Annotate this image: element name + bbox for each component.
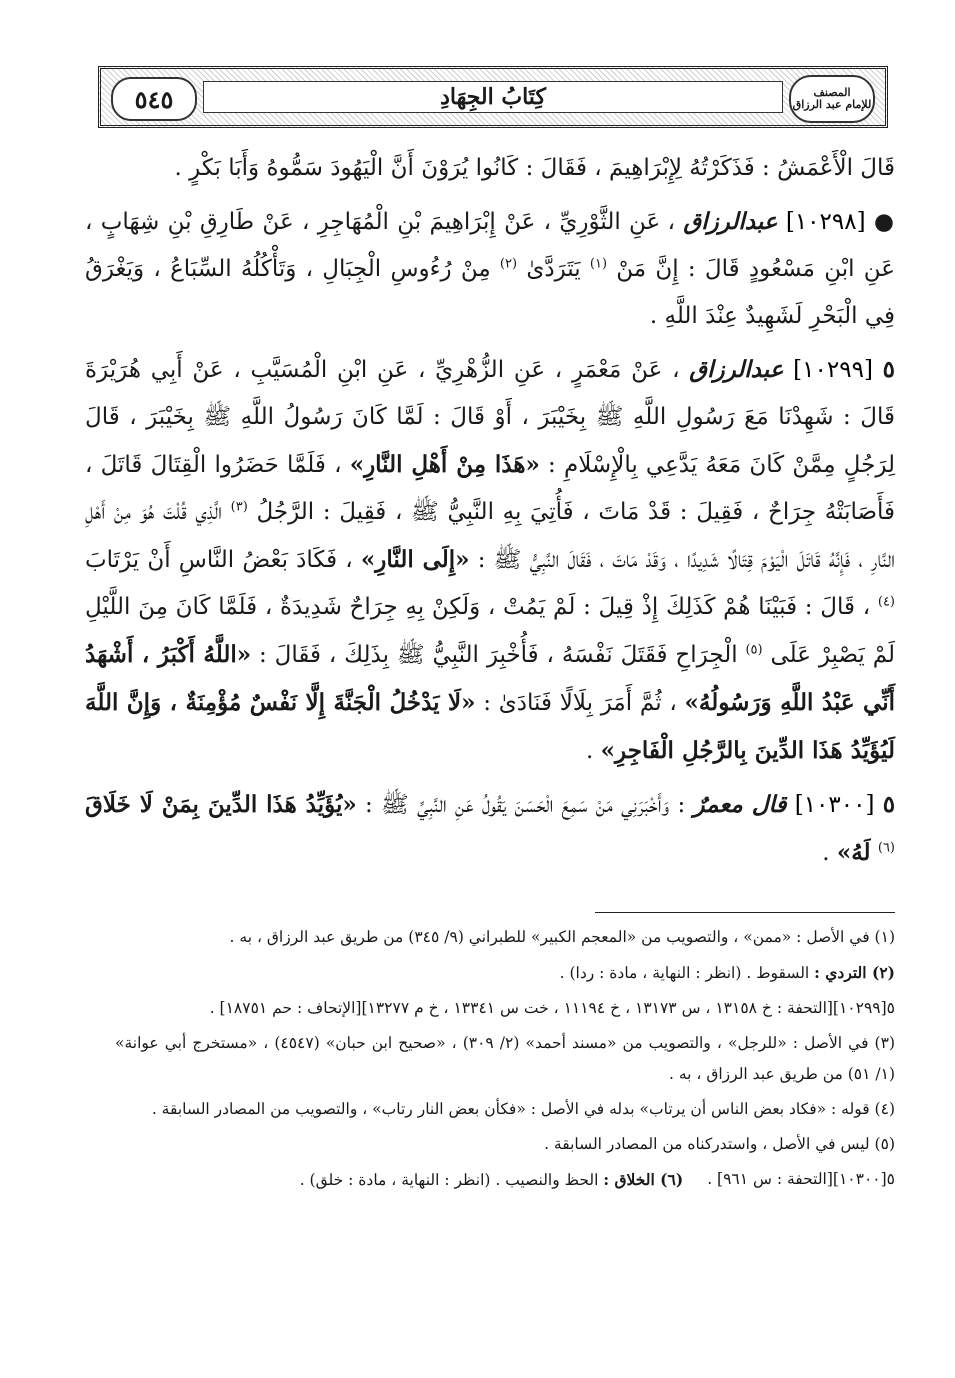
footnote-ref: (٤) <box>877 594 895 610</box>
hadith-author: قال معمرٌ <box>693 791 787 818</box>
footnote-text: السقوط . (انظر : النهاية ، مادة : ردا) . <box>559 964 810 982</box>
hadith-text: ، فَلَمَّا حَضَرُوا الْقِتَالَ قَاتَلَ ، فَأَصَابَتْهُ جِرَاحٌ ، فَقِيلَ : قَدْ مَاتَ ، فَأُتِيَ بِهِ النَّبِيُّ ﷺ ، فَقِيلَ : الرَّجُلُ <box>85 452 896 525</box>
hadith-10299 <box>85 346 895 775</box>
footnote-ref: (٢) <box>499 256 518 272</box>
hadith-text: يَتَرَدَّىٰ <box>526 256 581 282</box>
prophetic-quote: «إِلَى النَّارِ» <box>360 546 470 573</box>
footnote-term: (٢) التردي : <box>814 963 895 982</box>
footnote-6 <box>300 1164 684 1196</box>
hadith-10298 <box>85 198 895 340</box>
footnote-ref: (١) <box>589 256 608 272</box>
prophetic-quote: «هَذَا مِنْ أَهْلِ النَّارِ» <box>349 451 540 478</box>
takhrij-10300: ٥[١٠٣٠٠][التحفة : س ٩٦١] . <box>707 1170 895 1188</box>
hadith-text: الْجِرَاحِ فَقَتَلَ نَفْسَهُ ، فَأُخْبِرَ النَّبِيُّ ﷺ بِذَلِكَ ، فَقَالَ : <box>259 642 738 668</box>
footnote-ref: (٦) <box>877 840 895 856</box>
hadith-number: [١٠٢٩٩] <box>793 357 873 383</box>
footnote-text: الحظ والنصيب . (انظر : النهاية ، مادة : خلق) . <box>299 1171 599 1189</box>
seal-line-1: المصنف <box>813 85 851 99</box>
book-seal-logo <box>789 75 875 123</box>
hadith-text: الَّذِي قُلْتَ هُوَ مِنْ أَهْلِ النَّارِ ، فَإِنَّهُ قَاتَلَ الْيَوْمَ قِتَالًا شَدِيدًا ، وَقَدْ مَاتَ ، فَقَالَ النَّبِيُّ ﷺ : <box>85 499 896 573</box>
footnote-5: (٥) ليس في الأصل ، واستدركناه من المصادر السابقة . <box>544 1135 895 1153</box>
page-header <box>98 66 888 128</box>
hadith-author: عبدالرزاق <box>683 208 778 235</box>
footnote-1: (١) في الأصل : «ممن» ، والتصويب من «المعجم الكبير» للطبراني (٩/ ٣٤٥) من طريق عبد الرزاق ، به . <box>229 928 895 946</box>
hadith-text: . <box>822 840 830 866</box>
hadith-marker: ● <box>873 208 896 235</box>
hadith-marker: ٥ <box>882 356 896 383</box>
footnotes <box>115 922 895 1200</box>
prophetic-quote: «لَا يَدْخُلُ الْجَنَّةَ إِلَّا نَفْسٌ مُؤْمِنَةٌ ، وَإِنَّ اللَّهَ لَيُؤَيِّدُ هَذَا الدِّينَ بِالرَّجُلِ الْفَاجِرِ» <box>85 689 895 764</box>
prophetic-quote: «يُؤَيِّدُ هَذَا الدِّينَ بِمَنْ لَا خَلَاقَ <box>85 791 357 818</box>
prophetic-quote: لَهُ» <box>836 839 871 866</box>
hadith-text: مِنْ رُءُوسِ الْجِبَالِ ، وَتَأْكُلُهُ السِّبَاعُ ، وَيَغْرَقُ فِي الْبَحْرِ لَشَهِيدٌ عِنْدَ اللَّهِ . <box>85 256 895 329</box>
page-number: ٥٤٥ <box>111 77 197 121</box>
seal-line-2: للإمام عبد الرزاق <box>792 98 872 111</box>
hadith-text: ، عَنِ الثَّوْرِيِّ ، عَنْ إِبْرَاهِيمَ بْنِ الْمُهَاجِرِ ، عَنْ طَارِقِ بْنِ شِهَابٍ ، عَنِ ابْنِ مَسْعُودٍ قَالَ : إِنَّ مَنْ <box>85 209 896 282</box>
footnote-ref: (٣) <box>230 499 248 515</box>
footnote-term: (٦) الخلاق : <box>603 1170 684 1189</box>
hadith-text: ، ثُمَّ أَمَرَ بِلَالًا فَنَادَىٰ : <box>483 690 677 716</box>
footnote-row-last <box>115 1164 895 1196</box>
hadith-author: عبدالرزاق <box>689 356 784 383</box>
hadith-text: ، عَنْ مَعْمَرٍ ، عَنِ الزُّهْرِيِّ ، عَنِ ابْنِ الْمُسَيَّبِ ، عَنْ أَبِي هُرَيْرَةَ قَالَ : شَهِدْنَا مَعَ رَسُولِ اللَّهِ ﷺ بِخَيْبَرَ ، أَوْ قَالَ : لَمَّا كَانَ رَسُولُ اللَّهِ ﷺ بِخَيْبَرَ ، قَالَ لِرَجُلٍ مِمَّنْ كَانَ مَعَهُ يَدَّعِي بِالْإِسْلَامِ : <box>85 357 896 478</box>
footnote-4: (٤) قوله : «فكاد بعض الناس أن يرتاب» بدله في الأصل : «فكأن بعض النار رتاب» ، والتصويب من المصادر السابقة . <box>151 1100 895 1118</box>
prophetic-quote: «اللَّهُ أَكْبَرُ ، أَشْهَدُ أَنِّي عَبْدُ اللَّهِ وَرَسُولُهُ» <box>85 641 896 716</box>
footnote-3: (٣) في الأصل : «للرجل» ، والتصويب من «مسند أحمد» (٢/ ٣٠٩) ، «صحيح ابن حبان» (٤٥٤٧) ، «مستخرج أبي عوانة» (١/ ٥١) من طريق عبد الرزاق ، به . <box>115 1034 895 1083</box>
main-text <box>85 145 895 883</box>
hadith-marker: ٥ <box>882 791 896 818</box>
hadith-10300 <box>85 781 895 877</box>
footnote-ref: (٥) <box>745 642 763 658</box>
hadith-number: [١٠٣٠٠] <box>794 792 875 818</box>
footnote-divider <box>595 912 895 913</box>
takhrij-10299: ٥[١٠٢٩٩][التحفة : خ ١٣١٥٨ ، س ١٣١٧٣ ، خ ١١١٩٤ ، خت س ١٣٣٤١ ، خ م ١٣٢٧٧][الإتحاف : حم ١٨٧٥١] . <box>209 999 895 1017</box>
hadith-text: ، قَالَ : فَبَيْنَا هُمْ كَذَلِكَ إِذْ قِيلَ : لَمْ يَمُتْ ، وَلَكِنْ بِهِ جِرَاحٌ شَدِيدَةٌ ، فَلَمَّا كَانَ مِنَ اللَّيْلِ لَمْ يَصْبِرْ عَلَى <box>85 594 896 668</box>
chapter-title: كِتَابُ الجِهَادِ <box>203 81 783 113</box>
hadith-text: : وَأَخْبَرَنِي مَنْ سَمِعَ الْحَسَنَ يَقُولُ عَنِ النَّبِيِّ ﷺ : <box>365 792 686 818</box>
paragraph-0: قَالَ الْأَعْمَشُ : فَذَكَرْتُهُ لِإِبْرَاهِيمَ ، فَقَالَ : كَانُوا يُرَوْنَ أَنَّ الْيَهُودَ سَمُّوهُ وَأَبَا بَكْرٍ . <box>174 155 895 181</box>
footnote-2 <box>115 957 895 989</box>
hadith-text: . <box>586 738 594 764</box>
hadith-text: ، فَكَادَ بَعْضُ النَّاسِ أَنْ يَرْتَابَ <box>85 547 353 573</box>
hadith-number: [١٠٢٩٨] <box>785 209 866 235</box>
